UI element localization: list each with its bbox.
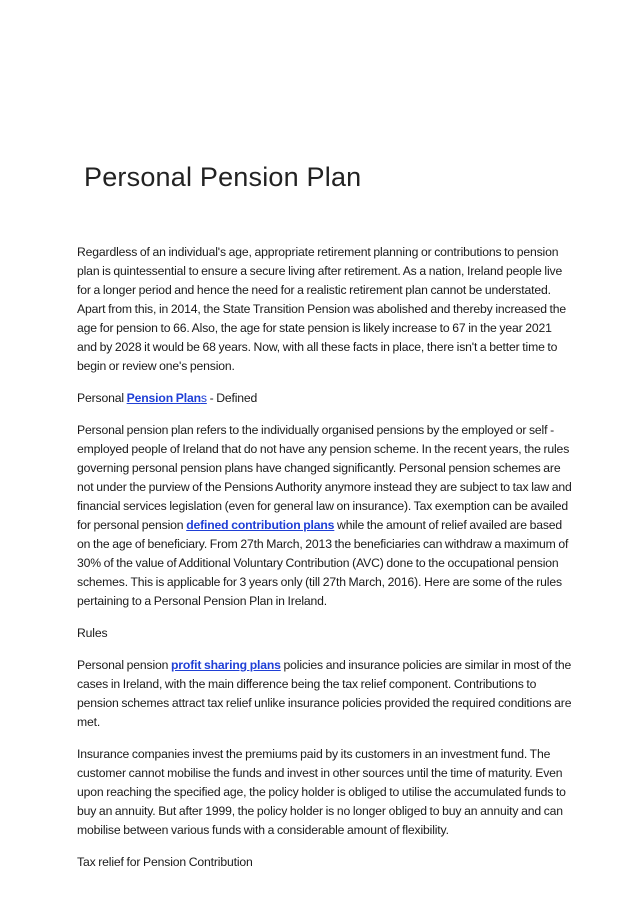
section-heading-defined [77,389,572,408]
rules-text-after: policies and insurance policies are similar in most of the cases in Ireland, with the main difference being the tax relief component. Contributions to pension schemes attract tax relief unlike insurance policies provided the required conditions are met. [77,658,572,729]
rules-paragraph [77,656,572,732]
pension-plan-link-suffix[interactable]: s [200,391,207,405]
page-title: Personal Pension Plan [84,162,362,192]
definition-text-after: while the amount of relief availed are based on the age of beneficiary. From 27th March, 2013 the beneficiaries can withdraw a maximum of 30% of the value of Additional Voluntary Contribution (AVC) done to the occupational pension schemes. This is applicable for 3 years only (till 27th March, 2016). Here are some of the rules pertaining to a Personal Pension Plan in Ireland. [77,518,569,608]
pension-plan-link[interactable]: Pension Plan [126,391,201,405]
profit-sharing-plans-link[interactable]: profit sharing plans [171,658,281,672]
definition-text-before: Personal pension plan refers to the individually organised pensions by the employed or self - employed people of Ireland that do not have any pension scheme. In the recent years, the rules governing personal pension plans have changed significantly. Personal pension schemes are not under the purview of the Pensions Authority anymore instead they are subject to tax law and financial services legislation (even for general law on insurance). Tax exemption can be availed for personal pension [77,423,572,532]
heading-suffix: - Defined [206,391,258,405]
intro-paragraph: Regardless of an individual's age, appropriate retirement planning or contributions to pension plan is quintessential to ensure a secure living after retirement. As a nation, Ireland people live for a longer period and hence the need for a realistic retirement plan cannot be understated. Apart from this, in 2014, the State Transition Pension was abolished and thereby increased the age for pension to 66. Also, the age for state pension is likely increase to 67 in the year 2021 and by 2028 it would be 68 years. Now, with all these facts in place, there isn't a better time to begin or review one's pension. [77,245,567,373]
document-body [77,243,572,885]
heading-prefix: Personal [77,391,127,405]
section-heading-rules: Rules [77,626,108,640]
definition-paragraph [77,421,572,611]
insurance-paragraph: Insurance companies invest the premiums paid by its customers in an investment fund. The customer cannot mobilise the funds and invest in other sources until the time of maturity. Even upon reaching the specified age, the policy holder is obliged to utilise the accumulated funds to buy an annuity. But after 1999, the policy holder is no longer obliged to buy an annuity and can mobilise between various funds with a considerable amount of flexibility. [77,747,566,837]
section-heading-tax-relief: Tax relief for Pension Contribution [77,855,253,869]
rules-text-before: Personal pension [77,658,172,672]
defined-contribution-plans-link[interactable]: defined contribution plans [186,518,335,532]
